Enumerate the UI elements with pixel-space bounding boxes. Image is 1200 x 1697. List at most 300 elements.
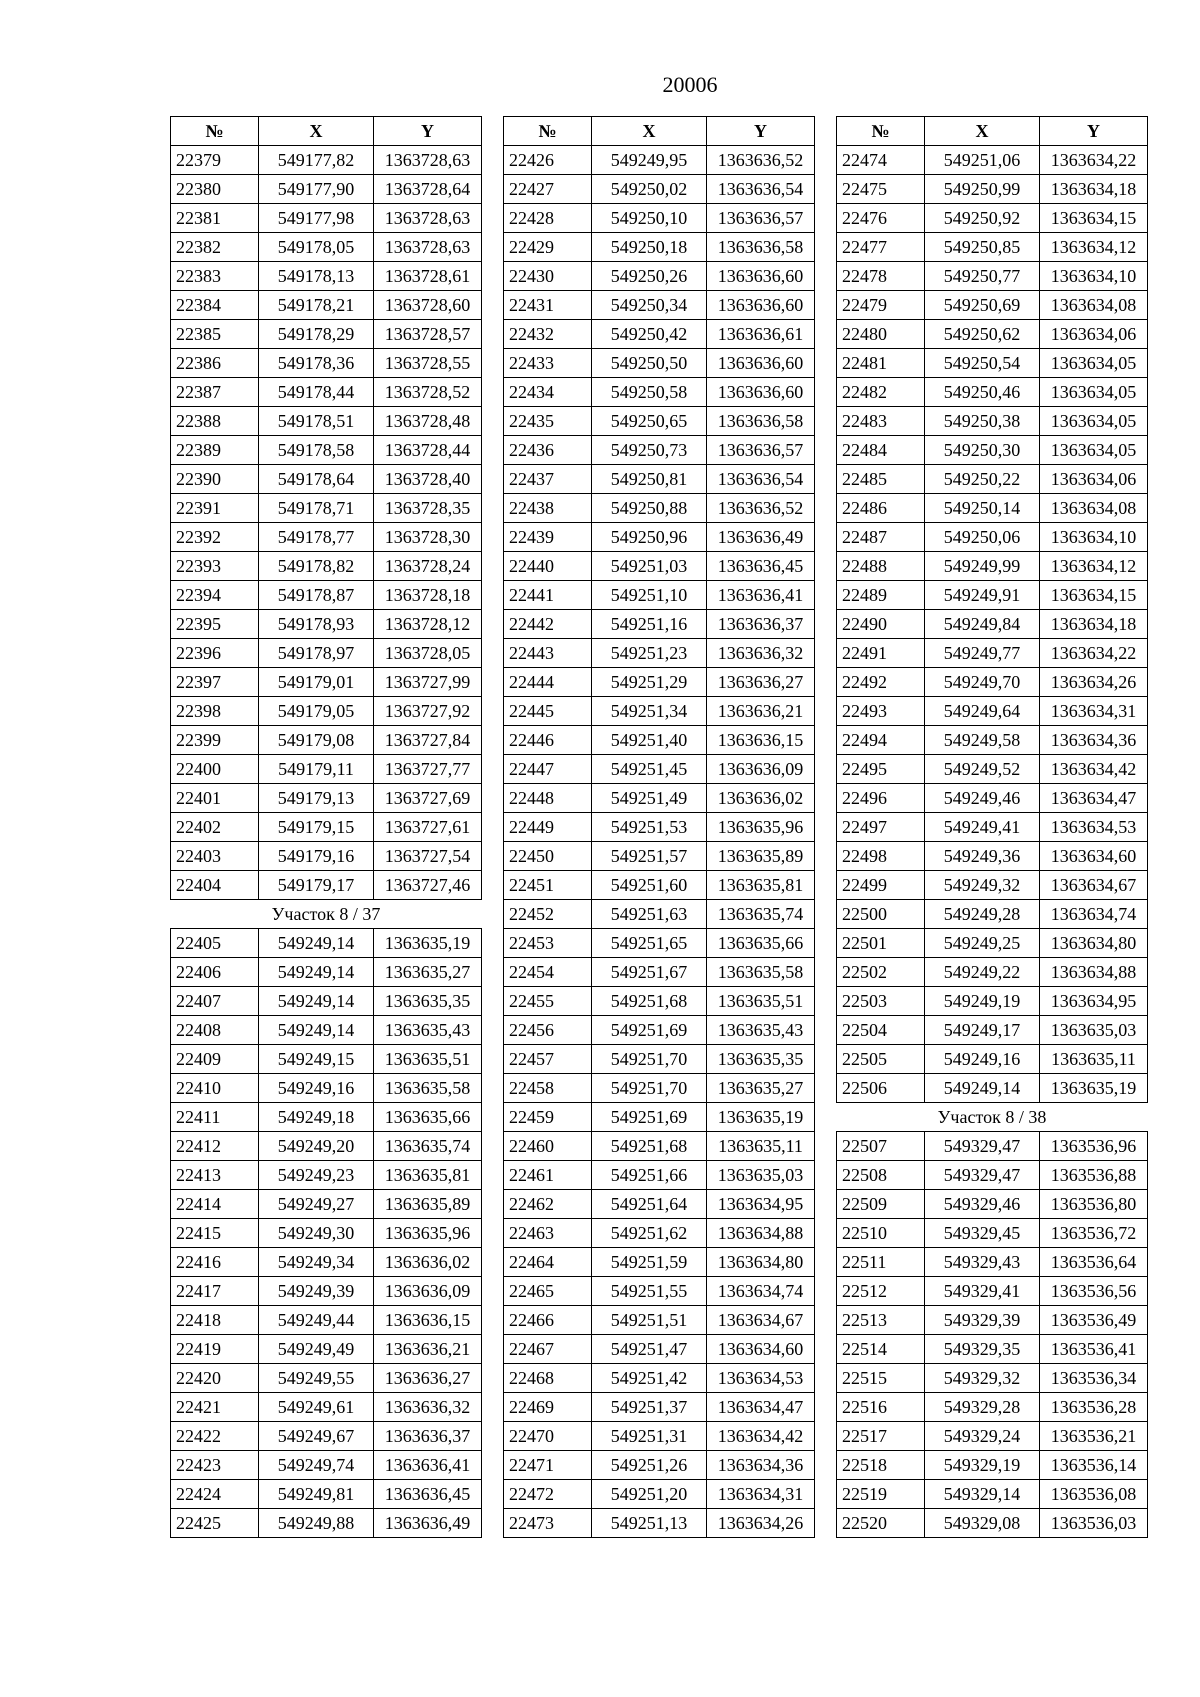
x-coordinate-cell: 549249,91 — [925, 581, 1040, 610]
table-row — [504, 204, 815, 233]
x-coordinate-cell: 549250,18 — [592, 233, 707, 262]
point-number-cell: 22440 — [504, 552, 592, 581]
x-coordinate-cell: 549250,96 — [592, 523, 707, 552]
y-coordinate-cell: 1363635,11 — [707, 1132, 815, 1161]
table-row — [837, 1393, 1148, 1422]
point-number-cell: 22471 — [504, 1451, 592, 1480]
table-row — [171, 1335, 482, 1364]
table-row — [837, 581, 1148, 610]
point-number-cell: 22427 — [504, 175, 592, 204]
table-row — [171, 1509, 482, 1538]
table-row — [171, 929, 482, 958]
x-coordinate-cell: 549250,85 — [925, 233, 1040, 262]
point-number-cell: 22452 — [504, 900, 592, 929]
y-coordinate-cell: 1363636,60 — [707, 349, 815, 378]
point-number-cell: 22513 — [837, 1306, 925, 1335]
x-coordinate-cell: 549251,26 — [592, 1451, 707, 1480]
x-coordinate-cell: 549251,68 — [592, 1132, 707, 1161]
x-coordinate-cell: 549251,03 — [592, 552, 707, 581]
y-coordinate-cell: 1363634,15 — [1040, 581, 1148, 610]
table-row — [504, 813, 815, 842]
table-row — [837, 204, 1148, 233]
header-y: Y — [1040, 117, 1148, 146]
table-row — [171, 958, 482, 987]
point-number-cell: 22447 — [504, 755, 592, 784]
point-number-cell: 22390 — [171, 465, 259, 494]
x-coordinate-cell: 549251,67 — [592, 958, 707, 987]
x-coordinate-cell: 549251,47 — [592, 1335, 707, 1364]
table-row — [171, 349, 482, 378]
point-number-cell: 22490 — [837, 610, 925, 639]
table-row — [171, 291, 482, 320]
point-number-cell: 22517 — [837, 1422, 925, 1451]
x-coordinate-cell: 549251,68 — [592, 987, 707, 1016]
coordinates-table-2 — [503, 116, 815, 1538]
point-number-cell: 22464 — [504, 1248, 592, 1277]
y-coordinate-cell: 1363728,52 — [374, 378, 482, 407]
point-number-cell: 22448 — [504, 784, 592, 813]
y-coordinate-cell: 1363536,49 — [1040, 1306, 1148, 1335]
point-number-cell: 22450 — [504, 842, 592, 871]
y-coordinate-cell: 1363727,46 — [374, 871, 482, 900]
table-row — [837, 465, 1148, 494]
y-coordinate-cell: 1363634,47 — [707, 1393, 815, 1422]
table-row — [837, 1045, 1148, 1074]
table-row — [171, 378, 482, 407]
table-row — [837, 784, 1148, 813]
header-y: Y — [707, 117, 815, 146]
table-row — [504, 436, 815, 465]
point-number-cell: 22456 — [504, 1016, 592, 1045]
y-coordinate-cell: 1363636,60 — [707, 291, 815, 320]
y-coordinate-cell: 1363634,95 — [707, 1190, 815, 1219]
x-coordinate-cell: 549178,64 — [259, 465, 374, 494]
x-coordinate-cell: 549178,51 — [259, 407, 374, 436]
table-row — [837, 1190, 1148, 1219]
table-row — [171, 1364, 482, 1393]
y-coordinate-cell: 1363634,12 — [1040, 552, 1148, 581]
table-row — [504, 1422, 815, 1451]
x-coordinate-cell: 549250,77 — [925, 262, 1040, 291]
table-row — [504, 465, 815, 494]
point-number-cell: 22392 — [171, 523, 259, 552]
point-number-cell: 22401 — [171, 784, 259, 813]
y-coordinate-cell: 1363636,27 — [707, 668, 815, 697]
point-number-cell: 22428 — [504, 204, 592, 233]
table-row — [837, 262, 1148, 291]
point-number-cell: 22489 — [837, 581, 925, 610]
table-row — [171, 668, 482, 697]
x-coordinate-cell: 549249,64 — [925, 697, 1040, 726]
table-row — [837, 1509, 1148, 1538]
y-coordinate-cell: 1363728,61 — [374, 262, 482, 291]
x-coordinate-cell: 549249,14 — [925, 1074, 1040, 1103]
page-number: 20006 — [662, 72, 718, 97]
point-number-cell: 22518 — [837, 1451, 925, 1480]
table-row — [171, 1393, 482, 1422]
table-row — [837, 552, 1148, 581]
x-coordinate-cell: 549251,60 — [592, 871, 707, 900]
y-coordinate-cell: 1363728,24 — [374, 552, 482, 581]
table-row — [171, 1132, 482, 1161]
point-number-cell: 22416 — [171, 1248, 259, 1277]
table-row — [171, 639, 482, 668]
header-x: X — [592, 117, 707, 146]
y-coordinate-cell: 1363636,09 — [374, 1277, 482, 1306]
x-coordinate-cell: 549251,37 — [592, 1393, 707, 1422]
y-coordinate-cell: 1363636,52 — [707, 146, 815, 175]
x-coordinate-cell: 549249,32 — [925, 871, 1040, 900]
table-row — [171, 407, 482, 436]
x-coordinate-cell: 549251,13 — [592, 1509, 707, 1538]
x-coordinate-cell: 549251,51 — [592, 1306, 707, 1335]
x-coordinate-cell: 549178,77 — [259, 523, 374, 552]
point-number-cell: 22510 — [837, 1219, 925, 1248]
y-coordinate-cell: 1363536,56 — [1040, 1277, 1148, 1306]
x-coordinate-cell: 549178,87 — [259, 581, 374, 610]
point-number-cell: 22406 — [171, 958, 259, 987]
point-number-cell: 22479 — [837, 291, 925, 320]
y-coordinate-cell: 1363728,48 — [374, 407, 482, 436]
y-coordinate-cell: 1363634,31 — [707, 1480, 815, 1509]
table-row — [837, 1306, 1148, 1335]
x-coordinate-cell: 549249,84 — [925, 610, 1040, 639]
y-coordinate-cell: 1363634,05 — [1040, 378, 1148, 407]
y-coordinate-cell: 1363634,05 — [1040, 349, 1148, 378]
table-row — [171, 755, 482, 784]
table-row — [171, 1074, 482, 1103]
point-number-cell: 22405 — [171, 929, 259, 958]
point-number-cell: 22424 — [171, 1480, 259, 1509]
point-number-cell: 22453 — [504, 929, 592, 958]
x-coordinate-cell: 549249,14 — [259, 958, 374, 987]
x-coordinate-cell: 549329,35 — [925, 1335, 1040, 1364]
x-coordinate-cell: 549251,29 — [592, 668, 707, 697]
table-row — [837, 1074, 1148, 1103]
point-number-cell: 22467 — [504, 1335, 592, 1364]
coordinates-table-3 — [836, 116, 1148, 1538]
x-coordinate-cell: 549179,17 — [259, 871, 374, 900]
y-coordinate-cell: 1363536,80 — [1040, 1190, 1148, 1219]
point-number-cell: 22420 — [171, 1364, 259, 1393]
x-coordinate-cell: 549329,39 — [925, 1306, 1040, 1335]
y-coordinate-cell: 1363635,19 — [374, 929, 482, 958]
point-number-cell: 22398 — [171, 697, 259, 726]
table-row — [504, 233, 815, 262]
table-body — [171, 146, 482, 1538]
table-row — [504, 1132, 815, 1161]
x-coordinate-cell: 549251,10 — [592, 581, 707, 610]
table-row — [837, 813, 1148, 842]
y-coordinate-cell: 1363536,28 — [1040, 1393, 1148, 1422]
y-coordinate-cell: 1363728,63 — [374, 204, 482, 233]
x-coordinate-cell: 549249,58 — [925, 726, 1040, 755]
x-coordinate-cell: 549178,58 — [259, 436, 374, 465]
y-coordinate-cell: 1363635,35 — [374, 987, 482, 1016]
x-coordinate-cell: 549251,70 — [592, 1074, 707, 1103]
point-number-cell: 22394 — [171, 581, 259, 610]
point-number-cell: 22419 — [171, 1335, 259, 1364]
x-coordinate-cell: 549251,66 — [592, 1161, 707, 1190]
point-number-cell: 22454 — [504, 958, 592, 987]
y-coordinate-cell: 1363634,10 — [1040, 262, 1148, 291]
table-row — [504, 900, 815, 929]
table-row — [171, 1016, 482, 1045]
x-coordinate-cell: 549329,45 — [925, 1219, 1040, 1248]
point-number-cell: 22488 — [837, 552, 925, 581]
x-coordinate-cell: 549249,41 — [925, 813, 1040, 842]
x-coordinate-cell: 549251,57 — [592, 842, 707, 871]
y-coordinate-cell: 1363636,52 — [707, 494, 815, 523]
y-coordinate-cell: 1363634,08 — [1040, 494, 1148, 523]
x-coordinate-cell: 549179,15 — [259, 813, 374, 842]
x-coordinate-cell: 549178,36 — [259, 349, 374, 378]
y-coordinate-cell: 1363634,67 — [707, 1306, 815, 1335]
x-coordinate-cell: 549249,16 — [925, 1045, 1040, 1074]
section-row — [171, 900, 482, 929]
point-number-cell: 22461 — [504, 1161, 592, 1190]
table-row — [504, 1480, 815, 1509]
point-number-cell: 22465 — [504, 1277, 592, 1306]
x-coordinate-cell: 549251,53 — [592, 813, 707, 842]
x-coordinate-cell: 549179,11 — [259, 755, 374, 784]
point-number-cell: 22519 — [837, 1480, 925, 1509]
table-row — [171, 697, 482, 726]
y-coordinate-cell: 1363635,51 — [707, 987, 815, 1016]
y-coordinate-cell: 1363634,74 — [1040, 900, 1148, 929]
point-number-cell: 22444 — [504, 668, 592, 697]
y-coordinate-cell: 1363536,88 — [1040, 1161, 1148, 1190]
table-row — [837, 755, 1148, 784]
x-coordinate-cell: 549329,24 — [925, 1422, 1040, 1451]
x-coordinate-cell: 549251,20 — [592, 1480, 707, 1509]
y-coordinate-cell: 1363634,53 — [1040, 813, 1148, 842]
section-row — [837, 1103, 1148, 1132]
table-row — [171, 987, 482, 1016]
x-coordinate-cell: 549249,81 — [259, 1480, 374, 1509]
table-row — [171, 813, 482, 842]
x-coordinate-cell: 549329,28 — [925, 1393, 1040, 1422]
x-coordinate-cell: 549250,81 — [592, 465, 707, 494]
point-number-cell: 22431 — [504, 291, 592, 320]
point-number-cell: 22438 — [504, 494, 592, 523]
point-number-cell: 22503 — [837, 987, 925, 1016]
x-coordinate-cell: 549178,05 — [259, 233, 374, 262]
point-number-cell: 22446 — [504, 726, 592, 755]
y-coordinate-cell: 1363634,08 — [1040, 291, 1148, 320]
y-coordinate-cell: 1363635,96 — [707, 813, 815, 842]
point-number-cell: 22421 — [171, 1393, 259, 1422]
point-number-cell: 22505 — [837, 1045, 925, 1074]
table-row — [504, 1509, 815, 1538]
point-number-cell: 22470 — [504, 1422, 592, 1451]
x-coordinate-cell: 549250,42 — [592, 320, 707, 349]
x-coordinate-cell: 549329,41 — [925, 1277, 1040, 1306]
x-coordinate-cell: 549179,16 — [259, 842, 374, 871]
point-number-cell: 22415 — [171, 1219, 259, 1248]
x-coordinate-cell: 549251,16 — [592, 610, 707, 639]
x-coordinate-cell: 549249,34 — [259, 1248, 374, 1277]
x-coordinate-cell: 549178,44 — [259, 378, 374, 407]
y-coordinate-cell: 1363728,18 — [374, 581, 482, 610]
point-number-cell: 22484 — [837, 436, 925, 465]
x-coordinate-cell: 549251,45 — [592, 755, 707, 784]
point-number-cell: 22422 — [171, 1422, 259, 1451]
point-number-cell: 22458 — [504, 1074, 592, 1103]
point-number-cell: 22399 — [171, 726, 259, 755]
y-coordinate-cell: 1363636,57 — [707, 204, 815, 233]
y-coordinate-cell: 1363728,64 — [374, 175, 482, 204]
table-row — [171, 146, 482, 175]
table-row — [837, 349, 1148, 378]
point-number-cell: 22481 — [837, 349, 925, 378]
point-number-cell: 22520 — [837, 1509, 925, 1538]
x-coordinate-cell: 549329,14 — [925, 1480, 1040, 1509]
y-coordinate-cell: 1363536,64 — [1040, 1248, 1148, 1277]
point-number-cell: 22441 — [504, 581, 592, 610]
x-coordinate-cell: 549251,23 — [592, 639, 707, 668]
x-coordinate-cell: 549250,69 — [925, 291, 1040, 320]
x-coordinate-cell: 549250,22 — [925, 465, 1040, 494]
y-coordinate-cell: 1363634,74 — [707, 1277, 815, 1306]
point-number-cell: 22462 — [504, 1190, 592, 1219]
point-number-cell: 22468 — [504, 1364, 592, 1393]
header-number: № — [504, 117, 592, 146]
point-number-cell: 22500 — [837, 900, 925, 929]
x-coordinate-cell: 549251,55 — [592, 1277, 707, 1306]
point-number-cell: 22426 — [504, 146, 592, 175]
table-row — [504, 842, 815, 871]
x-coordinate-cell: 549249,39 — [259, 1277, 374, 1306]
x-coordinate-cell: 549249,27 — [259, 1190, 374, 1219]
x-coordinate-cell: 549249,74 — [259, 1451, 374, 1480]
table-row — [504, 349, 815, 378]
x-coordinate-cell: 549249,77 — [925, 639, 1040, 668]
table-row — [837, 871, 1148, 900]
x-coordinate-cell: 549249,25 — [925, 929, 1040, 958]
table-body — [504, 146, 815, 1538]
point-number-cell: 22432 — [504, 320, 592, 349]
x-coordinate-cell: 549178,93 — [259, 610, 374, 639]
y-coordinate-cell: 1363636,45 — [707, 552, 815, 581]
point-number-cell: 22493 — [837, 697, 925, 726]
table-row — [171, 1277, 482, 1306]
table-row — [171, 465, 482, 494]
table-row — [171, 1190, 482, 1219]
point-number-cell: 22442 — [504, 610, 592, 639]
point-number-cell: 22397 — [171, 668, 259, 697]
table-row — [837, 407, 1148, 436]
y-coordinate-cell: 1363634,10 — [1040, 523, 1148, 552]
y-coordinate-cell: 1363727,92 — [374, 697, 482, 726]
y-coordinate-cell: 1363635,27 — [707, 1074, 815, 1103]
x-coordinate-cell: 549178,29 — [259, 320, 374, 349]
point-number-cell: 22463 — [504, 1219, 592, 1248]
x-coordinate-cell: 549177,82 — [259, 146, 374, 175]
x-coordinate-cell: 549251,42 — [592, 1364, 707, 1393]
x-coordinate-cell: 549250,92 — [925, 204, 1040, 233]
y-coordinate-cell: 1363636,58 — [707, 407, 815, 436]
point-number-cell: 22383 — [171, 262, 259, 291]
table-row — [171, 1045, 482, 1074]
table-row — [504, 1074, 815, 1103]
y-coordinate-cell: 1363636,27 — [374, 1364, 482, 1393]
table-header-row — [837, 117, 1148, 146]
x-coordinate-cell: 549329,47 — [925, 1132, 1040, 1161]
y-coordinate-cell: 1363634,05 — [1040, 436, 1148, 465]
point-number-cell: 22413 — [171, 1161, 259, 1190]
point-number-cell: 22393 — [171, 552, 259, 581]
y-coordinate-cell: 1363634,31 — [1040, 697, 1148, 726]
point-number-cell: 22430 — [504, 262, 592, 291]
y-coordinate-cell: 1363634,88 — [707, 1219, 815, 1248]
point-number-cell: 22460 — [504, 1132, 592, 1161]
point-number-cell: 22506 — [837, 1074, 925, 1103]
x-coordinate-cell: 549251,34 — [592, 697, 707, 726]
point-number-cell: 22381 — [171, 204, 259, 233]
y-coordinate-cell: 1363728,60 — [374, 291, 482, 320]
table-row — [504, 1016, 815, 1045]
table-row — [837, 610, 1148, 639]
y-coordinate-cell: 1363636,60 — [707, 262, 815, 291]
x-coordinate-cell: 549249,14 — [259, 987, 374, 1016]
table-row — [171, 1161, 482, 1190]
point-number-cell: 22407 — [171, 987, 259, 1016]
y-coordinate-cell: 1363635,66 — [707, 929, 815, 958]
x-coordinate-cell: 549250,10 — [592, 204, 707, 233]
x-coordinate-cell: 549329,43 — [925, 1248, 1040, 1277]
point-number-cell: 22474 — [837, 146, 925, 175]
y-coordinate-cell: 1363636,57 — [707, 436, 815, 465]
point-number-cell: 22501 — [837, 929, 925, 958]
x-coordinate-cell: 549329,47 — [925, 1161, 1040, 1190]
x-coordinate-cell: 549251,59 — [592, 1248, 707, 1277]
y-coordinate-cell: 1363634,06 — [1040, 320, 1148, 349]
x-coordinate-cell: 549179,13 — [259, 784, 374, 813]
table-row — [837, 320, 1148, 349]
y-coordinate-cell: 1363636,41 — [374, 1451, 482, 1480]
x-coordinate-cell: 549329,08 — [925, 1509, 1040, 1538]
table-row — [837, 726, 1148, 755]
point-number-cell: 22435 — [504, 407, 592, 436]
y-coordinate-cell: 1363634,80 — [707, 1248, 815, 1277]
table-header-row — [504, 117, 815, 146]
point-number-cell: 22410 — [171, 1074, 259, 1103]
table-row — [504, 494, 815, 523]
x-coordinate-cell: 549250,99 — [925, 175, 1040, 204]
table-row — [171, 1480, 482, 1509]
y-coordinate-cell: 1363635,58 — [707, 958, 815, 987]
point-number-cell: 22485 — [837, 465, 925, 494]
x-coordinate-cell: 549178,97 — [259, 639, 374, 668]
y-coordinate-cell: 1363635,35 — [707, 1045, 815, 1074]
point-number-cell: 22434 — [504, 378, 592, 407]
section-label: Участок 8 / 37 — [171, 900, 482, 929]
point-number-cell: 22507 — [837, 1132, 925, 1161]
point-number-cell: 22408 — [171, 1016, 259, 1045]
point-number-cell: 22382 — [171, 233, 259, 262]
y-coordinate-cell: 1363728,63 — [374, 146, 482, 175]
x-coordinate-cell: 549251,69 — [592, 1016, 707, 1045]
x-coordinate-cell: 549250,46 — [925, 378, 1040, 407]
y-coordinate-cell: 1363635,03 — [1040, 1016, 1148, 1045]
y-coordinate-cell: 1363635,58 — [374, 1074, 482, 1103]
header-number: № — [171, 117, 259, 146]
y-coordinate-cell: 1363728,12 — [374, 610, 482, 639]
x-coordinate-cell: 549249,28 — [925, 900, 1040, 929]
x-coordinate-cell: 549251,49 — [592, 784, 707, 813]
point-number-cell: 22511 — [837, 1248, 925, 1277]
